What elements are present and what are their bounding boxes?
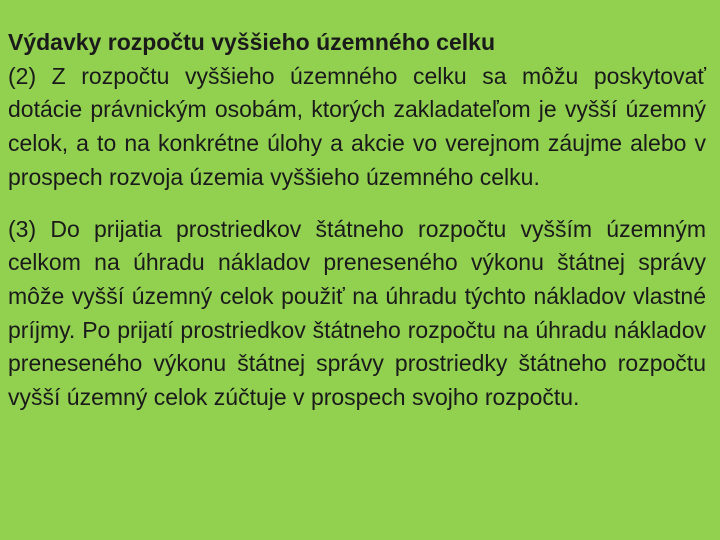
slide-content (8, 26, 706, 415)
paragraph-2: (2) Z rozpočtu vyššieho územného celku sa môžu poskytovať dotácie právnickým osobám, ktorých zakladateľom je vyšší územný celok, a to na konkrétne úlohy a akcie vo verejnom záujme alebo v prospech rozvoja územia vyššieho územného celku. (8, 62, 706, 190)
paragraph-3: (3) Do prijatia prostriedkov štátneho rozpočtu vyšším územným celkom na úhradu nákladov preneseného výkonu štátnej správy môže vyšší územný celok použiť na úhradu týchto nákladov vlastné príjmy. Po prijatí prostriedkov štátneho rozpočtu na úhradu nákladov preneseného výkonu štátnej správy prostriedky štátneho rozpočtu vyšší územný celok zúčtuje v prospech svojho rozpočtu. (8, 215, 706, 411)
slide-heading: Výdavky rozpočtu vyššieho územného celku (8, 29, 495, 55)
